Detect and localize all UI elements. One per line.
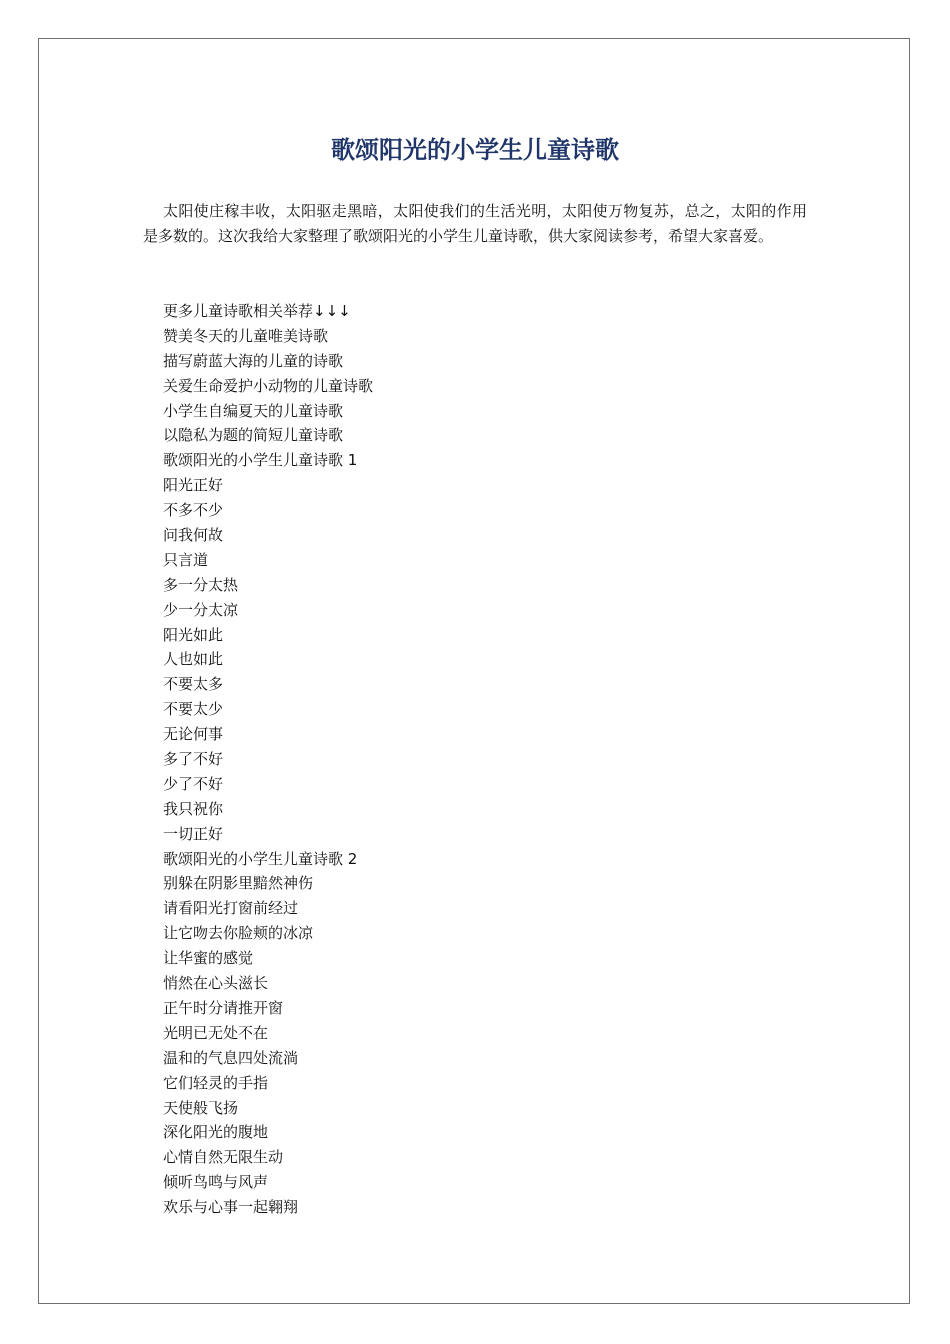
text-line: 描写蔚蓝大海的儿童的诗歌 [163, 351, 344, 370]
text-line: 阳光如此 [163, 625, 224, 644]
text-line: 少一分太凉 [163, 600, 239, 619]
text-line: 多了不好 [163, 750, 224, 769]
text-line: 关爱生命爱护小动物的儿童诗歌 [163, 376, 374, 395]
text-line: 不要太多 [163, 675, 224, 694]
text-line: 不要太少 [163, 700, 224, 719]
text-line: 不多不少 [163, 501, 224, 520]
text-line: 赞美冬天的儿童唯美诗歌 [163, 326, 329, 345]
text-line: 深化阳光的腹地 [163, 1123, 269, 1142]
text-line: 天使般飞扬 [163, 1098, 239, 1117]
text-line: 请看阳光打窗前经过 [163, 899, 299, 918]
text-line: 让华蜜的感觉 [163, 949, 254, 968]
text-line: 悄然在心头滋长 [163, 974, 269, 993]
document-title: 歌颂阳光的小学生儿童诗歌 [331, 136, 619, 164]
text-line: 温和的气息四处流淌 [163, 1048, 299, 1067]
text-line: 人也如此 [163, 650, 224, 669]
text-line: 只言道 [163, 550, 209, 569]
text-line: 别躲在阴影里黯然神伤 [163, 874, 314, 893]
text-line: 无论何事 [163, 725, 224, 744]
text-line: 让它吻去你脸颊的冰凉 [163, 924, 314, 943]
intro-paragraph: 太阳使庄稼丰收，太阳驱走黑暗，太阳使我们的生活光明，太阳使万物复苏，总之，太阳的作用是多数的。这次我给大家整理了歌颂阳光的小学生儿童诗歌，供大家阅读参考，希望大家喜爱。 [143, 202, 807, 245]
text-line: 问我何故 [163, 526, 224, 545]
text-line: 欢乐与心事一起翱翔 [163, 1198, 299, 1217]
text-line: 正午时分请推开窗 [163, 998, 284, 1017]
text-line: 小学生自编夏天的儿童诗歌 [163, 401, 344, 420]
text-line: 更多儿童诗歌相关举荐↓↓↓ [163, 302, 351, 320]
text-line: 它们轻灵的手指 [163, 1073, 269, 1092]
text-line: 多一分太热 [163, 575, 239, 594]
text-line: 光明已无处不在 [163, 1023, 269, 1042]
text-line: 以隐私为题的简短儿童诗歌 [163, 426, 344, 445]
text-line: 心情自然无限生动 [163, 1148, 284, 1167]
poem-lines [163, 299, 373, 1220]
text-line: 倾听鸟鸣与风声 [163, 1173, 269, 1192]
text-line: 歌颂阳光的小学生儿童诗歌 2 [163, 849, 358, 868]
text-line: 少了不好 [163, 774, 224, 793]
text-line: 歌颂阳光的小学生儿童诗歌 1 [163, 451, 358, 470]
text-line: 我只祝你 [163, 799, 224, 818]
text-line: 一切正好 [163, 824, 224, 843]
text-line: 阳光正好 [163, 476, 224, 495]
